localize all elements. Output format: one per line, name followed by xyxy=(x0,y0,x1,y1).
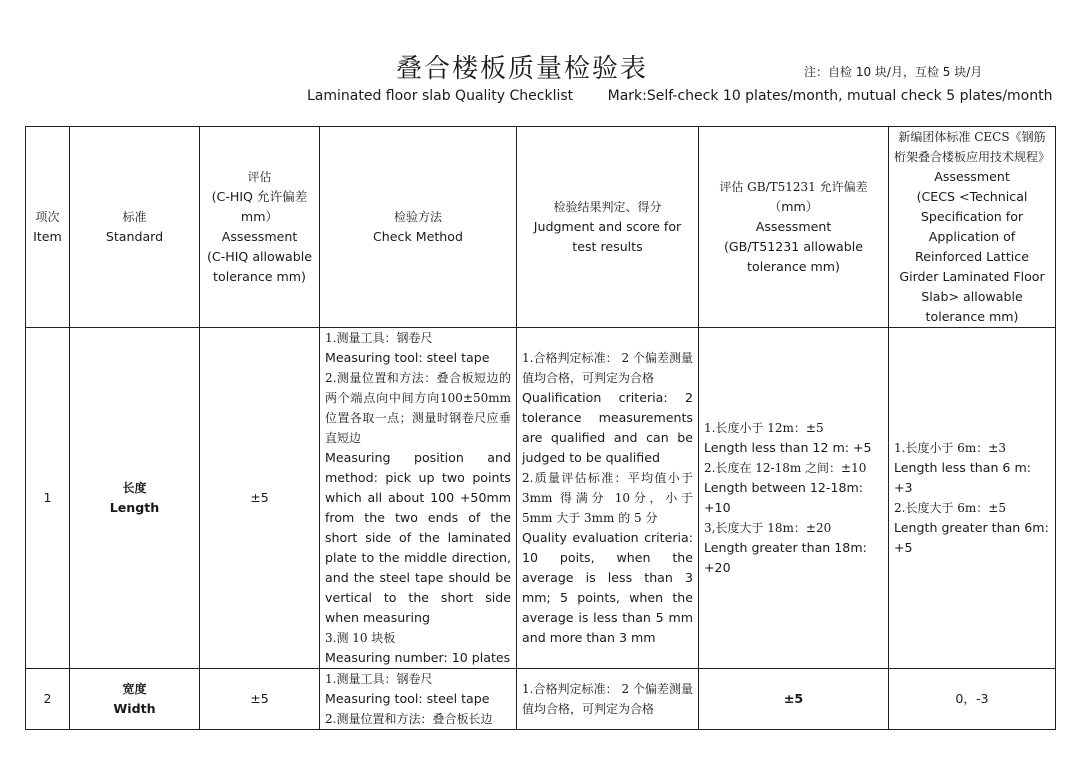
header-gb-l2: （mm） xyxy=(768,199,819,214)
header-judgment-en: Judgment and score for test results xyxy=(533,219,682,254)
row-1-method-l6: Measuring number: 10 plates xyxy=(325,650,511,665)
header-gb-l3: Assessment xyxy=(755,219,832,234)
header-chiq-l6: tolerance mm) xyxy=(213,269,306,284)
header-standard-cn: 标准 xyxy=(122,210,147,224)
header-gb-l5: tolerance mm) xyxy=(747,259,840,274)
row-2-chiq: ±5 xyxy=(200,669,320,730)
header-check-method xyxy=(320,127,517,328)
header-standard xyxy=(70,127,200,328)
header-cecs xyxy=(889,127,1056,328)
row-1-judgment-l1: 1.合格判定标准： 2 个偏差测量值均合格，可判定为合格 xyxy=(522,351,693,385)
table-row xyxy=(26,669,1056,730)
header-gb-cn: 评估 GB/T51231 允许偏差 xyxy=(719,180,868,194)
table-row xyxy=(26,328,1056,669)
row-1-chiq: ±5 xyxy=(200,328,320,669)
row-1-method-l3: 2.测量位置和方法：叠合板短边的两个端点向中间方向100±50mm 位置各取一点；测量时钢卷尺应垂直短边 xyxy=(325,371,511,445)
row-1-cecs-l3: 2.长度大于 6m：±5 xyxy=(894,501,1006,515)
row-1-gb-l2: Length less than 12 m: +5 xyxy=(704,440,872,455)
row-1-standard-cn: 长度 xyxy=(122,481,147,495)
header-judgment-cn: 检验结果判定、得分 xyxy=(553,200,662,214)
header-gb xyxy=(699,127,889,328)
row-1-method-l2: Measuring tool: steel tape xyxy=(325,350,490,365)
row-1-cecs-l2: Length less than 6 m: +3 xyxy=(894,460,1031,495)
header-chiq xyxy=(200,127,320,328)
row-2-item: 2 xyxy=(26,669,70,730)
header-cecs-cn: 新编团体标准 CECS《钢筋桁架叠合楼板应用技术规程》 xyxy=(894,130,1051,164)
subtitle xyxy=(307,88,1052,104)
row-1-gb-l4: Length between 12-18m: +10 xyxy=(704,480,864,515)
header-judgment xyxy=(517,127,699,328)
row-2-standard xyxy=(70,669,200,730)
row-2-method xyxy=(320,669,517,730)
header-chiq-l5: (C-HIQ allowable xyxy=(206,249,313,264)
row-1-cecs-l1: 1.长度小于 6m：±3 xyxy=(894,441,1006,455)
row-1-cecs xyxy=(889,328,1056,669)
row-1-judgment xyxy=(517,328,699,669)
subtitle-mark: Mark:Self-check 10 plates/month, mutual check 5 plates/month xyxy=(607,88,1053,104)
row-1-judgment-l4: Quality evaluation criteria: 10 poits, when the average is less than 3 mm; 5 points, when the average is less than 5 mm and more than 3 mm xyxy=(522,530,693,645)
row-2-standard-cn: 宽度 xyxy=(122,682,147,696)
header-method-en: Check Method xyxy=(373,229,463,244)
row-2-gb: ±5 xyxy=(699,669,889,730)
row-2-method-l1: 1.测量工具：钢卷尺 xyxy=(325,672,433,686)
header-cecs-l3: (CECS <Technical Specification for Application of Reinforced Lattice Girder Laminated Floor Slab> allowable tolerance mm) xyxy=(899,189,1045,324)
header-cecs-l2: Assessment xyxy=(934,169,1010,184)
row-1-gb xyxy=(699,328,889,669)
row-1-item: 1 xyxy=(26,328,70,669)
table-header-row xyxy=(26,127,1056,328)
row-1-judgment-l3: 2.质量评估标准：平均值小于 3mm 得满分 10分，小于 5mm 大于 3mm 的 5 分 xyxy=(522,471,693,525)
row-2-cecs: 0，-3 xyxy=(889,669,1056,730)
row-1-method-l1: 1.测量工具：钢卷尺 xyxy=(325,331,433,345)
row-2-judgment-l1: 1.合格判定标准： 2 个偏差测量值均合格，可判定为合格 xyxy=(522,682,693,716)
row-2-judgment xyxy=(517,669,699,730)
row-1-gb-l1: 1.长度小于 12m：±5 xyxy=(704,421,824,435)
header-method-cn: 检验方法 xyxy=(393,210,442,224)
row-1-standard xyxy=(70,328,200,669)
row-1-method xyxy=(320,328,517,669)
row-1-method-l4: Measuring position and method: pick up two points which all about 100 +50mm from the two ends of the short side of the laminated plate to the middle direction, and the steel tape should be vertical to the short side when measuring xyxy=(325,450,511,625)
header-chiq-l3: mm） xyxy=(240,209,279,224)
header-chiq-cn: 评估 xyxy=(247,170,272,184)
row-1-standard-en: Length xyxy=(109,500,160,515)
row-1-gb-l3: 2.长度在 12-18m 之间：±10 xyxy=(704,461,867,475)
row-1-method-l5: 3.测 10 块板 xyxy=(325,631,396,645)
checklist-table xyxy=(25,126,1056,730)
row-2-method-l3: 2.测量位置和方法：叠合板长边 xyxy=(325,712,493,726)
check-frequency-note-cn: 注：自检 10 块/月，互检 5 块/月 xyxy=(804,65,983,79)
header-item-en: Item xyxy=(33,229,62,244)
row-1-judgment-l2: Qualification criteria: 2 tolerance measurements are qualified and can be judged to be qualified xyxy=(522,390,693,465)
header-standard-en: Standard xyxy=(105,229,164,244)
row-2-method-l2: Measuring tool: steel tape xyxy=(325,691,490,706)
subtitle-english-title: Laminated floor slab Quality Checklist xyxy=(307,88,574,104)
row-2-standard-en: Width xyxy=(113,701,156,716)
page-title: 叠合楼板质量检验表 xyxy=(395,54,648,84)
header-item xyxy=(26,127,70,328)
row-1-gb-l6: Length greater than 18m: +20 xyxy=(704,540,867,575)
header-gb-l4: (GB/T51231 allowable xyxy=(724,239,863,254)
header-item-cn: 项次 xyxy=(35,210,60,224)
row-1-gb-l5: 3,长度大于 18m：±20 xyxy=(704,521,832,535)
header-chiq-l2: (C-HIQ 允许偏差 xyxy=(211,189,308,204)
header-chiq-l4: Assessment xyxy=(221,229,298,244)
row-1-cecs-l4: Length greater than 6m: +5 xyxy=(894,520,1049,555)
